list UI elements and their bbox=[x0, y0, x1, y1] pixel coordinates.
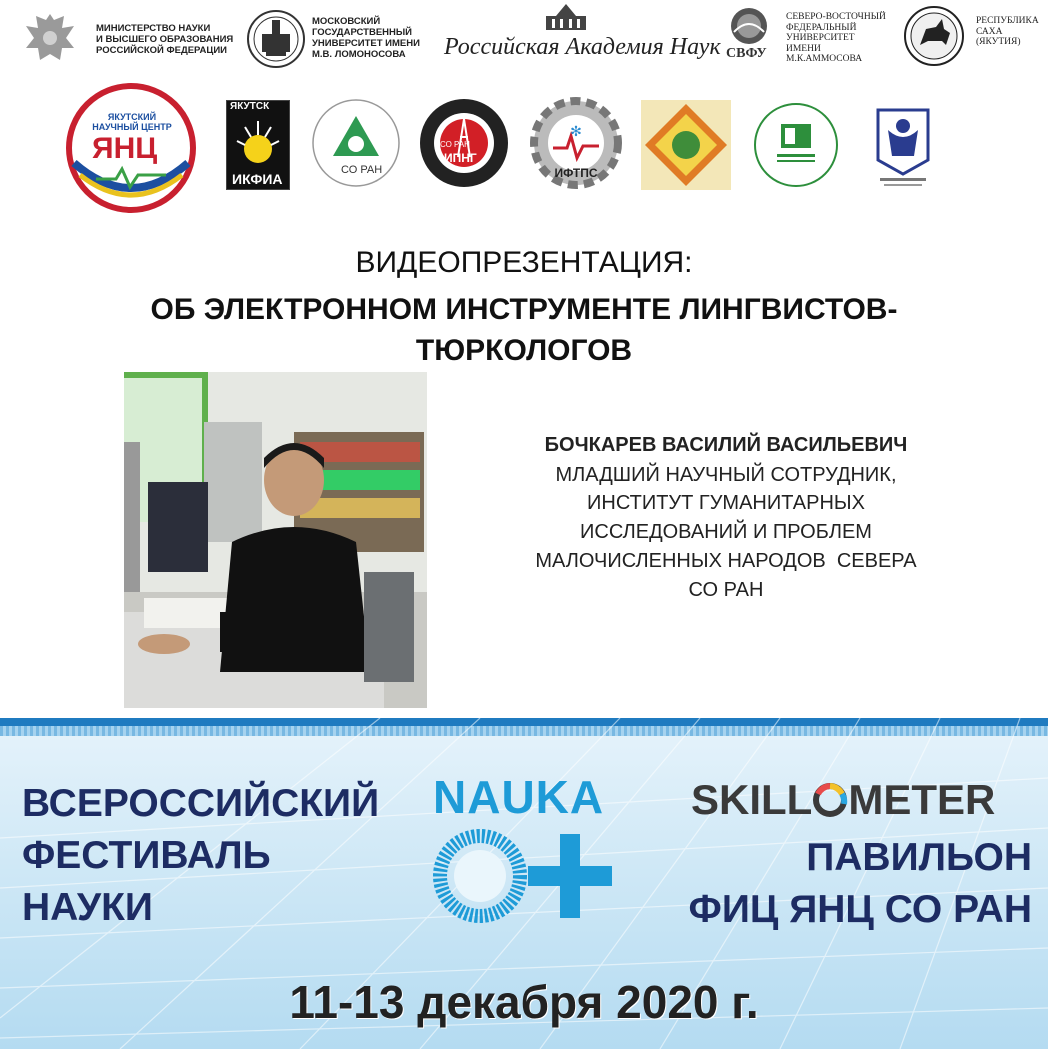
ighi-logo bbox=[868, 104, 938, 190]
person-role-line2: ИНСТИТУТ ГУМАНИТАРНЫХ bbox=[587, 492, 865, 514]
university-green-logo bbox=[753, 102, 839, 188]
ran-building-icon bbox=[542, 2, 590, 32]
ipng-label: ИПНГ bbox=[444, 151, 477, 165]
speaker-photo bbox=[124, 372, 427, 708]
ikfia-label: ИКФИА bbox=[232, 171, 283, 187]
festival-line2: ФЕСТИВАЛЬ bbox=[22, 834, 271, 877]
title-line1: ВИДЕОПРЕЗЕНТАЦИЯ: bbox=[355, 246, 693, 279]
svg-text:✻: ✻ bbox=[570, 124, 582, 140]
person-role-line4: МАЛОЧИСЛЕННЫХ НАРОДОВ СЕВЕРА bbox=[535, 550, 917, 572]
skillometer-part1: SKILL bbox=[691, 776, 813, 823]
festival-line3: НАУКИ bbox=[22, 886, 153, 929]
svfu-emblem bbox=[726, 6, 772, 46]
agrarian-logo bbox=[641, 100, 731, 190]
msu-label: МОСКОВСКИЙ ГОСУДАРСТВЕННЫЙ УНИВЕРСИТЕТ ИМЕНИ М.В. ЛОМОНОСОВА bbox=[312, 16, 420, 60]
ifts-label: ИФТПС bbox=[554, 166, 598, 180]
ipng-top-label: СО РАН bbox=[440, 140, 470, 149]
ministry-label: МИНИСТЕРСТВО НАУКИ И ВЫСШЕГО ОБРАЗОВАНИЯ РОССИЙСКОЙ ФЕДЕРАЦИИ bbox=[96, 23, 234, 56]
festival-line1: ВСЕРОССИЙСКИЙ bbox=[22, 782, 380, 825]
sakha-label: РЕСПУБЛИКА САХА (ЯКУТИЯ) bbox=[976, 16, 1039, 47]
svfu-abbr: СВФУ bbox=[726, 46, 767, 61]
festival-date: 11-13 декабря 2020 г. bbox=[289, 976, 759, 1028]
skillometer-logo bbox=[691, 776, 995, 824]
skillometer-part2: METER bbox=[848, 776, 996, 823]
msu-emblem bbox=[246, 8, 306, 70]
sakha-emblem bbox=[902, 5, 966, 67]
pavilion-line2: ФИЦ ЯНЦ СО РАН bbox=[688, 888, 1032, 931]
yanc-label: ЯНЦ bbox=[92, 132, 158, 165]
person-name: БОЧКАРЕВ ВАСИЛИЙ ВАСИЛЬЕВИЧ bbox=[544, 434, 908, 456]
svfu-label: СЕВЕРО-ВОСТОЧНЫЙ ФЕДЕРАЛЬНЫЙ УНИВЕРСИТЕТ ИМЕНИ М.К.АММОСОВА bbox=[786, 12, 886, 64]
title-line3: ТЮРКОЛОГОВ bbox=[415, 334, 633, 367]
person-role-line1: МЛАДШИЙ НАУЧНЫЙ СОТРУДНИК, bbox=[555, 464, 897, 486]
ikfia-top-label: ЯКУТСК bbox=[230, 101, 270, 112]
person-role-line3: ИССЛЕДОВАНИЙ И ПРОБЛЕМ bbox=[580, 521, 872, 543]
person-role-line5: СО РАН bbox=[688, 579, 764, 601]
yanc-top-label: ЯКУТСКИЙ НАУЧНЫЙ ЦЕНТР bbox=[92, 112, 172, 132]
title-line2: ОБ ЭЛЕКТРОННОМ ИНСТРУМЕНТЕ ЛИНГВИСТОВ- bbox=[150, 293, 898, 326]
skillometer-gauge-icon bbox=[812, 780, 848, 816]
ministry-emblem bbox=[20, 8, 80, 72]
nauka-label: NAUKA bbox=[433, 771, 605, 823]
ibpk-label: СО РАН bbox=[341, 164, 383, 176]
pavilion-line1: ПАВИЛЬОН bbox=[806, 836, 1032, 879]
ran-label: Российская Академия Наук bbox=[444, 34, 721, 60]
